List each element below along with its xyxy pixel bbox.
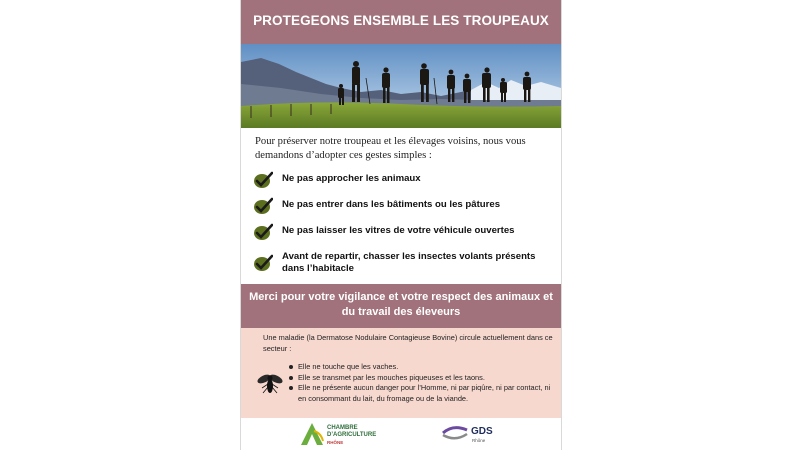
list-item: Elle ne touche que les vaches. [289, 362, 557, 373]
gds-mark [441, 424, 469, 442]
gesture-text: Ne pas approcher les animaux [282, 173, 421, 184]
gesture-item [253, 249, 553, 275]
footer [241, 418, 561, 450]
thanks-message: Merci pour votre vigilance et votre respect des animaux et du travail des éleveurs [249, 291, 553, 318]
gesture-text: Avant de repartir, chasser les insectes volants présents dans l’habitacle [282, 251, 536, 274]
hikers-photo [241, 44, 561, 128]
poster [240, 0, 562, 450]
chambre-agriculture-mark [299, 421, 325, 447]
gesture-text: Ne pas laisser les vitres de votre véhicule ouvertes [282, 225, 515, 236]
chambre-agriculture-name: CHAMBRE D’AGRICULTURE [327, 425, 377, 438]
poster-title: PROTEGEONS ENSEMBLE LES TROUPEAUX [253, 13, 549, 28]
disease-intro: Une maladie (la Dermatose Nodulaire Contagieuse Bovine) circule actuellement dans ce secteur : [263, 333, 553, 353]
check-icon [253, 254, 273, 272]
chambre-agriculture-region: RHÔNE [327, 440, 344, 445]
chambre-agriculture-logo [299, 421, 379, 447]
gds-region: Rhône [472, 438, 486, 443]
gesture-text: Ne pas entrer dans les bâtiments ou les pâtures [282, 199, 501, 210]
intro-text: Pour préserver notre troupeau et les élevages voisins, nous vous demandons d’adopter ces gestes simples : [255, 136, 526, 161]
check-icon [253, 171, 273, 189]
fly-icon [255, 372, 285, 396]
gds-name: GDS [471, 426, 493, 437]
gesture-item [253, 171, 553, 189]
check-icon [253, 197, 273, 215]
gesture-item [253, 223, 553, 241]
disease-points [289, 362, 557, 404]
gds-logo [441, 424, 505, 446]
list-item: Elle ne présente aucun danger pour l’Homme, ni par piqûre, ni par contact, ni en consommant du lait, du fromage ou de la viande. [289, 383, 557, 404]
list-item: Elle se transmet par les mouches piqueuses et les taons. [289, 373, 557, 384]
gesture-item [253, 197, 553, 215]
check-icon [253, 223, 273, 241]
